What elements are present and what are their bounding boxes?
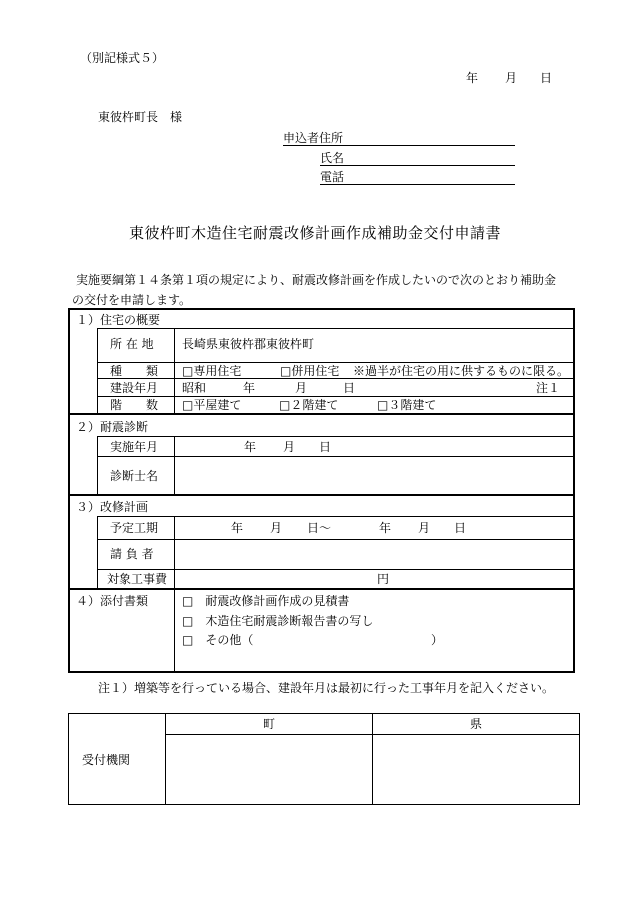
diagnosis-year-unit[interactable]: 年 xyxy=(244,440,257,454)
section2-heading: ２）耐震診断 xyxy=(76,420,149,434)
section-divider xyxy=(70,413,575,415)
applicant-address-line[interactable] xyxy=(283,145,515,146)
floors-label: 階 数 xyxy=(110,398,159,412)
divider xyxy=(372,714,373,804)
reception-label: 受付機関 xyxy=(82,753,131,767)
schedule-to-year[interactable]: 年 xyxy=(379,521,392,535)
section-divider xyxy=(70,588,575,590)
schedule-from-day[interactable]: 日～ xyxy=(307,521,332,535)
applicant-name-line[interactable] xyxy=(320,165,515,166)
reception-town-stamp[interactable] xyxy=(169,738,367,800)
attachment-report-checkbox[interactable]: □ 木造住宅耐震診断報告書の写し xyxy=(182,614,374,628)
cost-label: 対象工事費 xyxy=(107,572,168,586)
diagnosis-month-unit[interactable]: 月 xyxy=(283,440,296,454)
attachment-other-checkbox[interactable]: □ その他（ xyxy=(182,633,254,647)
type-label: 種 類 xyxy=(110,364,159,378)
built-label: 建設年月 xyxy=(110,381,159,395)
schedule-to-month[interactable]: 月 xyxy=(418,521,431,535)
divider xyxy=(165,714,166,804)
intro-line-2: の交付を申請します。 xyxy=(72,293,192,307)
date-day: 日 xyxy=(540,71,553,85)
attachment-estimate-checkbox[interactable]: □ 耐震改修計画作成の見積書 xyxy=(182,594,350,608)
divider xyxy=(165,734,579,735)
built-year-unit[interactable]: 年 xyxy=(243,381,256,395)
section3-heading: ３）改修計画 xyxy=(76,500,149,514)
reception-prefecture-header: 県 xyxy=(470,717,483,731)
inspector-label: 診断士名 xyxy=(110,469,159,483)
contractor-field[interactable] xyxy=(182,542,570,566)
divider xyxy=(174,436,175,494)
location-label: 所 在 地 xyxy=(110,337,154,351)
built-day-unit[interactable]: 日 xyxy=(343,381,356,395)
built-month-unit[interactable]: 月 xyxy=(295,381,308,395)
inspector-field[interactable] xyxy=(182,462,570,490)
intro-paragraph xyxy=(72,270,586,310)
schedule-from-year[interactable]: 年 xyxy=(231,521,244,535)
location-value[interactable]: 長崎県東彼杵郡東彼杵町 xyxy=(182,337,315,351)
applicant-address-label: 申込者住所 xyxy=(283,131,344,145)
cost-unit[interactable]: 円 xyxy=(377,572,390,586)
divider xyxy=(97,436,575,437)
divider xyxy=(97,516,98,588)
section-divider xyxy=(70,494,575,496)
divider xyxy=(174,328,175,413)
attachment-other-close: ） xyxy=(431,633,444,647)
reception-table xyxy=(68,713,580,805)
divider xyxy=(97,539,575,540)
divider xyxy=(97,516,575,517)
divider xyxy=(97,436,98,494)
applicant-phone-line[interactable] xyxy=(320,184,515,185)
section4-heading: ４）添付書類 xyxy=(76,594,149,608)
divider xyxy=(97,328,575,329)
intro-line-1: 実施要綱第１４条第１項の規定により、耐震改修計画を作成したいので次のとおり補助金 xyxy=(76,273,557,287)
diagnosis-day-unit[interactable]: 日 xyxy=(319,440,332,454)
applicant-phone-label: 電話 xyxy=(320,170,345,184)
divider xyxy=(97,396,575,397)
addressee: 東彼杵町長 様 xyxy=(98,110,183,124)
diagnosis-date-label: 実施年月 xyxy=(110,440,159,454)
footnote: 注１）増築等を行っている場合、建設年月は最初に行った工事年月を記入ください。 xyxy=(98,681,555,695)
contractor-label: 請 負 者 xyxy=(110,547,154,561)
date-year: 年 xyxy=(466,71,479,85)
built-era: 昭和 xyxy=(182,381,207,395)
applicant-name-label: 氏名 xyxy=(320,151,345,165)
divider xyxy=(174,516,175,588)
divider xyxy=(97,378,575,379)
divider xyxy=(97,362,575,363)
type-exclusive-checkbox[interactable]: □専用住宅 xyxy=(182,364,242,378)
date-month: 月 xyxy=(505,71,518,85)
floors-two-checkbox[interactable]: □２階建て xyxy=(279,398,339,412)
type-note: ※過半が住宅の用に供するものに限る。 xyxy=(353,364,570,378)
form-label: （別記様式５） xyxy=(80,51,165,65)
schedule-from-month[interactable]: 月 xyxy=(270,521,283,535)
divider xyxy=(97,569,575,570)
divider xyxy=(174,588,175,673)
form-title: 東彼杵町木造住宅耐震改修計画作成補助金交付申請書 xyxy=(128,224,501,242)
schedule-to-day[interactable]: 日 xyxy=(454,521,467,535)
schedule-label: 予定工期 xyxy=(110,521,159,535)
reception-prefecture-stamp[interactable] xyxy=(376,738,574,800)
floors-three-checkbox[interactable]: □３階建て xyxy=(377,398,437,412)
reception-town-header: 町 xyxy=(263,717,276,731)
floors-single-checkbox[interactable]: □平屋建て xyxy=(182,398,242,412)
divider xyxy=(97,328,98,413)
built-note: 注１ xyxy=(536,381,561,395)
type-combined-checkbox[interactable]: □併用住宅 xyxy=(280,364,340,378)
section1-heading: １）住宅の概要 xyxy=(76,313,161,327)
divider xyxy=(97,456,575,457)
application-table xyxy=(68,308,575,673)
